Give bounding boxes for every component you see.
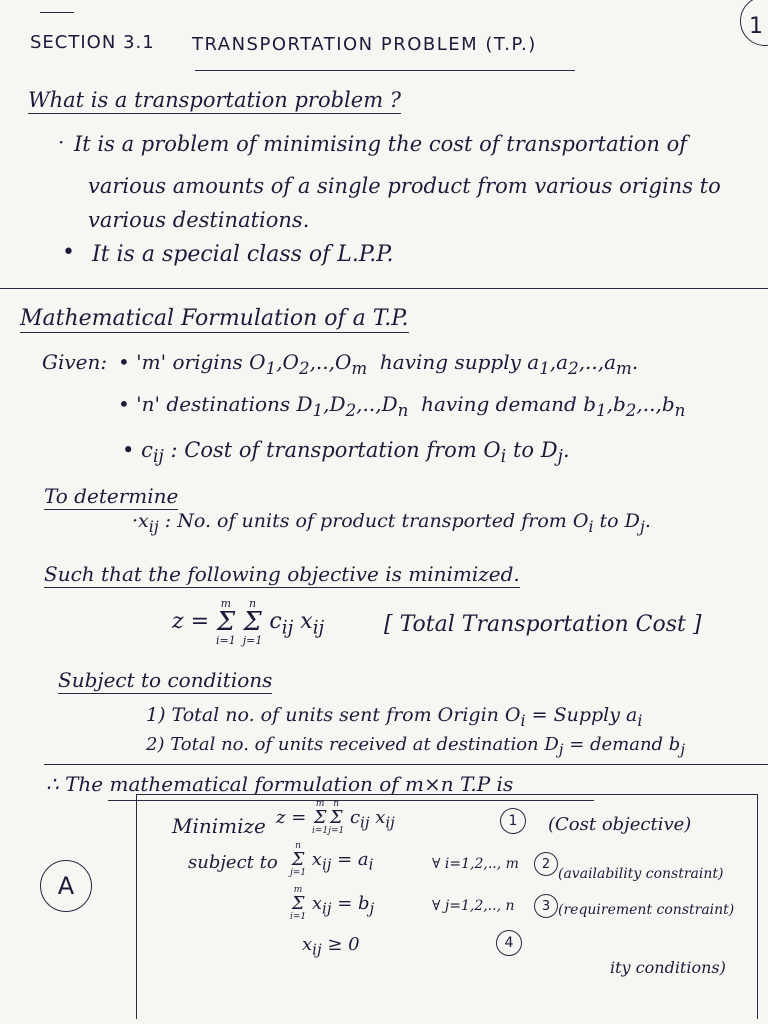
z-equals: z = xyxy=(172,609,210,634)
minimize-label: Minimize xyxy=(172,814,266,838)
nonneg-note: ity conditions) xyxy=(610,958,726,977)
condition-1: 1) Total no. of units sent from Origin $O_i$ = Supply $a_i$ xyxy=(146,704,643,730)
intro-bullet1-line1: It is a problem of minimising the cost of transportation of xyxy=(74,132,688,156)
intro-bullet1-line2: various amounts of a single product from various origins to xyxy=(88,174,721,198)
nonneg-var: x xyxy=(302,934,313,955)
demand-constraint-note: (requirement constraint) xyxy=(558,902,735,918)
bullet-dot: • xyxy=(118,392,137,416)
bullet-dot: • xyxy=(118,350,137,374)
sum-j: n Σ j=1 xyxy=(290,841,307,878)
condition-2: 2) Total no. of units received at destination $D_j$ = demand $b_j$ xyxy=(146,734,685,759)
condition-1-rhs: = Supply a xyxy=(531,704,638,726)
decision-text: : No. of units of product transported from O xyxy=(164,510,589,532)
objective-note: (Cost objective) xyxy=(548,814,692,835)
demand-constraint: m Σ i=1 $x_{ij} = b_j$ xyxy=(290,885,375,922)
page-number-text: 1 xyxy=(749,13,763,39)
equation-tag-2 xyxy=(534,852,558,876)
supply-constraint-for: ∀ i=1,2,.., m xyxy=(432,856,519,872)
sum-j: n Σ j=1 xyxy=(242,597,263,647)
model-objective: z = m Σ i=1 n Σ j=1 $c_{ij}$ $x_{ij}$ xyxy=(276,799,395,836)
condition-2-text: 2) Total no. of units received at destination D xyxy=(146,734,559,755)
given-cost: • $c_{ij}$ : Cost of transportation from $O_i$ to $D_j$. xyxy=(122,438,570,468)
determine-heading: To determine xyxy=(44,484,179,508)
formulation-divider xyxy=(44,764,768,765)
supply-constraint-note: (availability constraint) xyxy=(558,866,724,882)
sum-i: m Σ i=1 xyxy=(312,799,329,836)
model-label xyxy=(40,860,92,912)
given-label: Given: xyxy=(42,350,108,374)
page-number xyxy=(740,0,768,46)
given-origins: • 'm' origins $O_1,O_2,..,O_m$ having supply $a_1,a_2,..,a_m$. xyxy=(118,350,639,378)
equation-tag-1-text: 1 xyxy=(508,813,518,829)
cost-symbol: c xyxy=(141,438,153,462)
section-number: SECTION 3.1 xyxy=(30,32,155,53)
subject-heading: Subject to conditions xyxy=(58,668,273,692)
title-underline xyxy=(195,70,575,71)
model-label-text: A xyxy=(57,872,75,900)
condition-1-text: 1) Total no. of units sent from Origin O xyxy=(146,704,521,726)
equation-tag-3-text: 3 xyxy=(541,898,551,914)
nonnegativity: $x_{ij} \ge 0$ xyxy=(302,934,360,959)
origins-text: 'm' origins O xyxy=(136,350,266,374)
objective-function: z = m Σ i=1 n Σ j=1 $c_{ij}$ $x_{ij}$ xyxy=(172,597,325,647)
given-destinations: • 'n' destinations $D_1,D_2,..,D_n$ having demand $b_1,b_2,..,b_n$ xyxy=(118,392,686,420)
therefore-line: ∴ The mathematical formulation of m×n T.P is xyxy=(46,772,514,796)
subject-to-label: subject to xyxy=(188,852,278,873)
destinations-text: 'n' destinations D xyxy=(136,392,313,416)
supply-constraint: n Σ j=1 $x_{ij} = a_i$ xyxy=(290,841,374,878)
sum-i: m Σ i=1 xyxy=(216,597,236,647)
bullet-dot: · xyxy=(58,130,65,154)
equation-tag-4-text: 4 xyxy=(504,935,514,951)
formulation-heading: Mathematical Formulation of a T.P. xyxy=(20,306,409,331)
section-divider xyxy=(0,288,768,289)
supply-text: having supply a xyxy=(379,350,540,374)
intro-bullet1-line3: various destinations. xyxy=(88,208,310,232)
such-that-line: Such that the following objective is minimized. xyxy=(44,562,520,586)
decision-to-text: to D xyxy=(599,510,640,532)
equation-tag-2-text: 2 xyxy=(541,856,551,872)
bullet-dot: • xyxy=(62,240,75,265)
cost-to-text: to D xyxy=(512,438,558,462)
demand-constraint-for: ∀ j=1,2,.., n xyxy=(432,898,515,914)
page-title: TRANSPORTATION PROBLEM (T.P.) xyxy=(192,34,537,55)
bullet-dot: • xyxy=(122,438,142,462)
intro-bullet2: It is a special class of L.P.P. xyxy=(92,242,394,267)
nonneg-rhs: ≥ 0 xyxy=(327,934,360,955)
total-cost-label: [ Total Transportation Cost ] xyxy=(384,612,702,637)
sum-i: m Σ i=1 xyxy=(290,885,307,922)
equation-tag-4 xyxy=(496,930,522,956)
equation-tag-1 xyxy=(500,808,526,834)
top-rule xyxy=(40,12,74,13)
decision-variable: $\cdot x_{ij}$ : No. of units of product transported from $O_i$ to $D_j$. xyxy=(132,510,651,536)
demand-text: having demand b xyxy=(421,392,597,416)
cost-text: : Cost of transportation from O xyxy=(170,438,501,462)
condition-2-rhs: = demand b xyxy=(569,734,681,755)
intro-heading: What is a transportation problem ? xyxy=(28,88,402,112)
sum-j: n Σ j=1 xyxy=(328,799,345,836)
equation-tag-3 xyxy=(534,894,558,918)
